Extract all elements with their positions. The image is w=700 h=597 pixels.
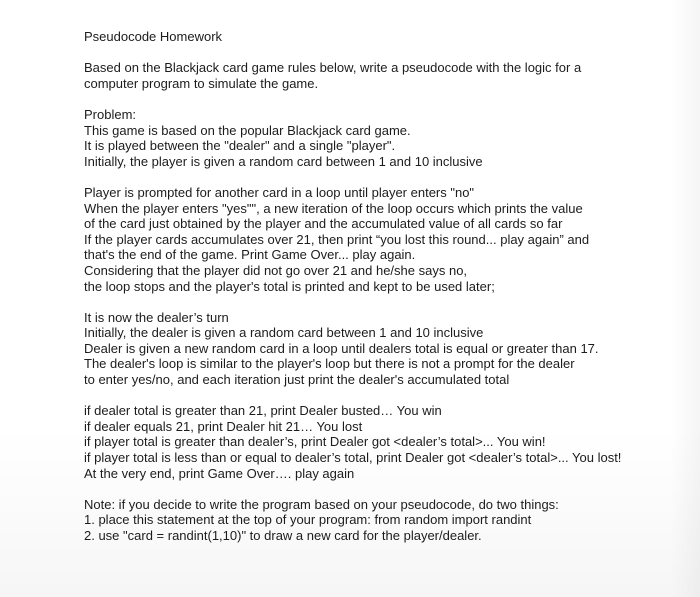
text-line: if player total is less than or equal to dealer’s total, print Dealer got <dealer’s total>... You lost! — [84, 450, 622, 466]
text-line: This game is based on the popular Blackjack card game. — [84, 122, 411, 138]
player-loop-paragraph — [84, 185, 684, 294]
text-line: Based on the Blackjack card game rules below, write a pseudocode with the logic for a — [84, 60, 582, 76]
text-line: 1. place this statement at the top of your program: from random import randint — [84, 512, 532, 528]
text-line: if player total is greater than dealer’s, print Dealer got <dealer’s total>... You win! — [84, 434, 546, 450]
text-line: Initially, the player is given a random card between 1 and 10 inclusive — [84, 153, 483, 169]
homework-text — [84, 29, 684, 559]
text-line: to enter yes/no, and each iteration just print the dealer's accumulated total — [84, 372, 510, 388]
text-line: that's the end of the game. Print Game Over... play again. — [84, 247, 416, 263]
problem-paragraph — [84, 107, 684, 169]
note-paragraph — [84, 497, 684, 544]
title-block — [84, 29, 684, 45]
problem-heading: Problem: — [84, 106, 137, 122]
text-line: Considering that the player did not go over 21 and he/she says no, — [84, 262, 468, 278]
intro-paragraph — [84, 60, 684, 91]
text-line: computer program to simulate the game. — [84, 75, 319, 91]
text-line: When the player enters "yes"", a new iteration of the loop occurs which prints the value — [84, 200, 583, 216]
text-line: if dealer total is greater than 21, print Dealer busted… You win — [84, 403, 442, 419]
text-line: The dealer's loop is similar to the player's loop but there is not a prompt for the dealer — [84, 356, 575, 372]
text-line: Dealer is given a new random card in a loop until dealers total is equal or greater than 17. — [84, 340, 599, 356]
text-line: It is played between the "dealer" and a single "player". — [84, 138, 396, 154]
text-line: if dealer equals 21, print Dealer hit 21… You lost — [84, 418, 363, 434]
outcomes-paragraph — [84, 403, 684, 481]
text-line: the loop stops and the player's total is printed and kept to be used later; — [84, 278, 495, 294]
document-title: Pseudocode Homework — [84, 29, 223, 44]
text-line: Note: if you decide to write the program based on your pseudocode, do two things: — [84, 496, 559, 512]
text-line: of the card just obtained by the player and the accumulated value of all cards so far — [84, 216, 563, 232]
text-line: It is now the dealer’s turn — [84, 309, 229, 325]
text-line: Initially, the dealer is given a random card between 1 and 10 inclusive — [84, 325, 484, 341]
dealer-turn-paragraph — [84, 310, 684, 388]
text-line: At the very end, print Game Over…. play again — [84, 465, 355, 481]
text-line: Player is prompted for another card in a loop until player enters "no" — [84, 184, 475, 200]
text-line: 2. use "card = randint(1,10)" to draw a new card for the player/dealer. — [84, 528, 482, 543]
text-line: If the player cards accumulates over 21, then print “you lost this round... play again” and — [84, 231, 590, 247]
